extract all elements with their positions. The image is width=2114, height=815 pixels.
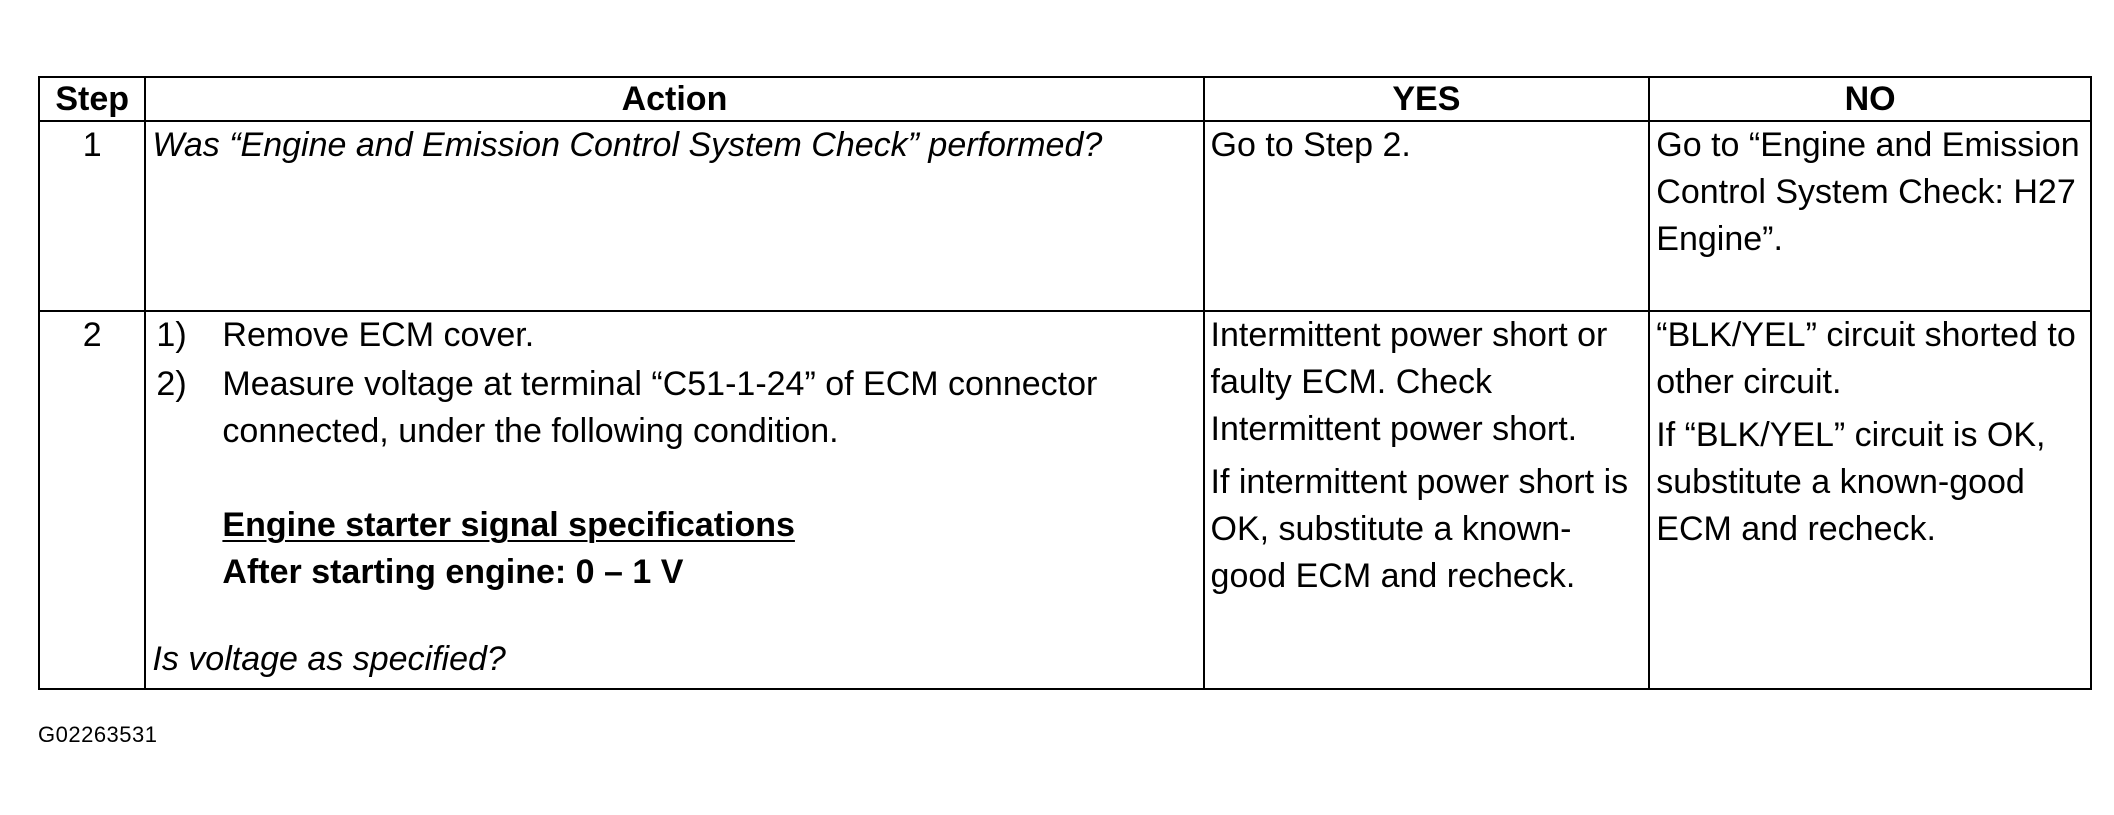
yes-paragraph: Intermittent power short or faulty ECM. Check Intermittent power short. [1210,316,1608,448]
action-cell [145,311,1203,689]
step-number: 2 [39,311,145,689]
table-row [39,121,2091,311]
yes-paragraph: If intermittent power short is OK, substitute a known-good ECM and recheck. [1210,463,1629,595]
no-result: Go to “Engine and Emission Control System Check: H27 Engine”. [1649,121,2091,311]
no-result [1649,311,2091,689]
spec-value: After starting engine: 0 – 1 V [222,553,684,591]
table-header-row [39,77,2091,121]
yes-result [1204,311,1650,689]
header-yes: YES [1204,77,1650,121]
action-item-text: Remove ECM cover. [222,316,535,354]
specification-block [152,502,1196,596]
action-question: Was “Engine and Emission Control System Check” performed? [145,121,1203,311]
action-question: Is voltage as specified? [152,640,506,678]
yes-result: Go to Step 2. [1204,121,1650,311]
spec-title: Engine starter signal specifications [222,506,795,544]
no-paragraph: “BLK/YEL” circuit shorted to other circuit. [1656,316,2076,401]
action-list [152,312,1196,455]
action-item-text: Measure voltage at terminal “C51-1-24” of ECM connector connected, under the following condition. [222,365,1098,450]
action-item-number: 1) [156,316,187,354]
diagnostic-table [38,76,2092,690]
table-row [39,311,2091,689]
action-list-item [152,312,1196,359]
header-action: Action [145,77,1203,121]
step-number: 1 [39,121,145,311]
action-item-number: 2) [156,365,187,403]
action-list-item [152,361,1196,455]
header-step: Step [39,77,145,121]
figure-id: G02263531 [38,722,158,747]
header-no: NO [1649,77,2091,121]
no-paragraph: If “BLK/YEL” circuit is OK, substitute a known-good ECM and recheck. [1656,416,2046,548]
